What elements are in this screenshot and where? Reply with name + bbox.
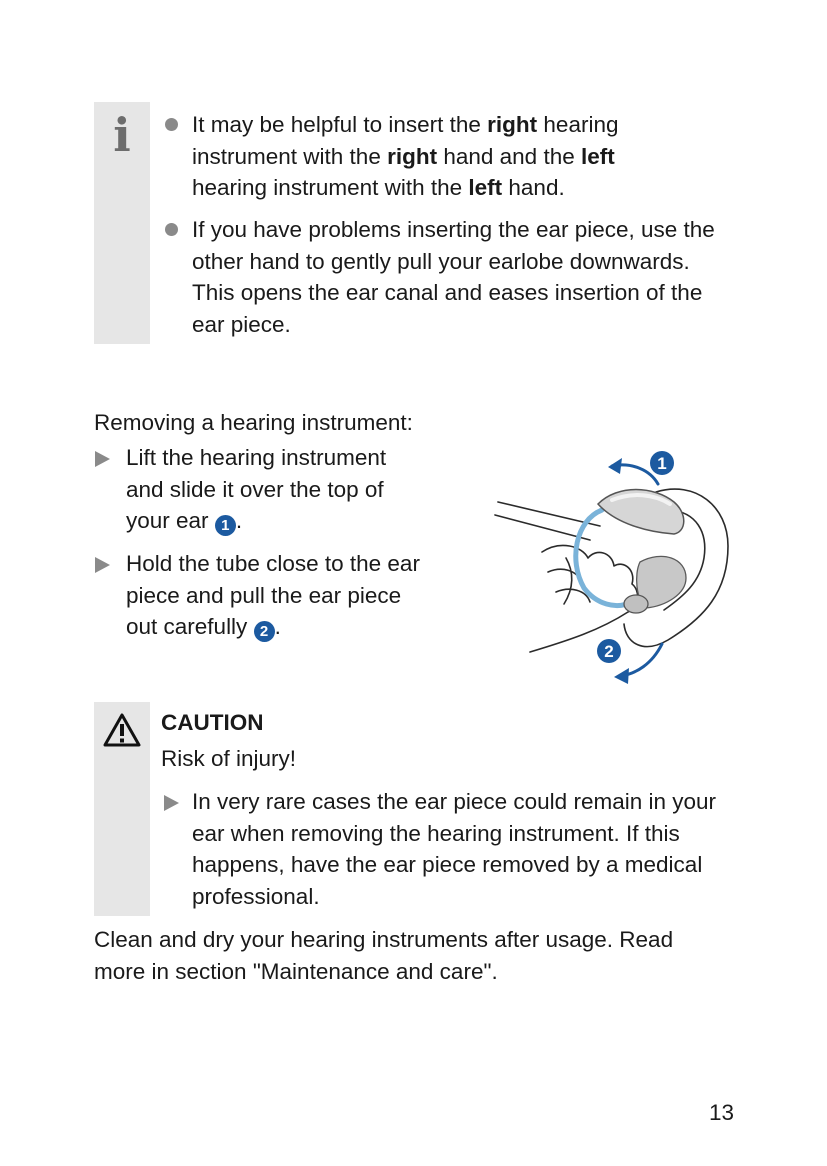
removal-step-2: [126, 548, 424, 643]
info-bullet-1-bold-run: right: [387, 143, 438, 169]
info-bullet-1: [192, 109, 672, 204]
receiver-tube: [576, 510, 632, 606]
caution-title: CAUTION: [161, 710, 264, 735]
figure-marker-2-label: 2: [604, 642, 614, 661]
thumb-line: [495, 515, 590, 540]
info-bullet-1-run: hearing instrument with the: [192, 112, 619, 169]
warning-triangle-icon: [103, 713, 141, 747]
caution-bullet: In very rare cases the ear piece could remain in your ear when removing the hearing instrument. If this happens, have the ear piece removed by a medical professional.: [192, 789, 717, 909]
footer-text: Clean and dry your hearing instruments after usage. Read more in section "Maintenance and care".: [94, 927, 674, 984]
figure-marker-1-label: 1: [657, 454, 667, 473]
step-arrow: [95, 557, 110, 573]
info-bullet-1-run: hand.: [502, 175, 565, 200]
info-bullet-1-run: hand and the: [437, 143, 581, 169]
arrow-down-head: [614, 668, 629, 684]
removal-heading: Removing a hearing instrument:: [94, 410, 413, 435]
info-bullet-1-bold-run: right: [487, 112, 538, 137]
removal-step-2-text: Hold the tube close to the ear piece and pull the ear piece out carefully: [126, 551, 420, 639]
info-bullet-2: If you have problems inserting the ear piece, use the other hand to gently pull your earlobe downwards. This opens the ear canal and eases insertion of the ear piece.: [192, 217, 715, 337]
bullet-dot: [165, 223, 178, 236]
marker-2-badge: 2: [254, 621, 275, 642]
page-number: 13: [708, 1100, 734, 1125]
removal-step-2-end: .: [274, 614, 281, 639]
ear-piece-dome: [624, 595, 648, 613]
hand-fingers: [548, 558, 590, 604]
step-arrow: [164, 795, 179, 811]
removal-step-1-text: Lift the hearing instrument and slide it over the top of your ear: [126, 445, 387, 533]
info-bullet-1-bold-run: left: [468, 175, 503, 200]
arrow-up-head: [608, 458, 622, 474]
hand-outline: [530, 545, 638, 652]
info-bullet-1-bold-run: left: [580, 143, 615, 169]
bullet-dot: [165, 118, 178, 131]
marker-1-badge: 1: [215, 515, 236, 536]
info-icon: i: [113, 108, 131, 162]
info-bullet-1-run: hearing instrument with the: [192, 175, 469, 200]
ear-removal-illustration: [490, 440, 740, 690]
removal-step-1-end: .: [235, 508, 243, 533]
removal-step-1: [126, 442, 424, 537]
step-arrow: [95, 451, 110, 467]
caution-subtitle: Risk of injury!: [161, 746, 297, 771]
info-bullet-1-run: It may be helpful to insert the: [192, 112, 488, 137]
